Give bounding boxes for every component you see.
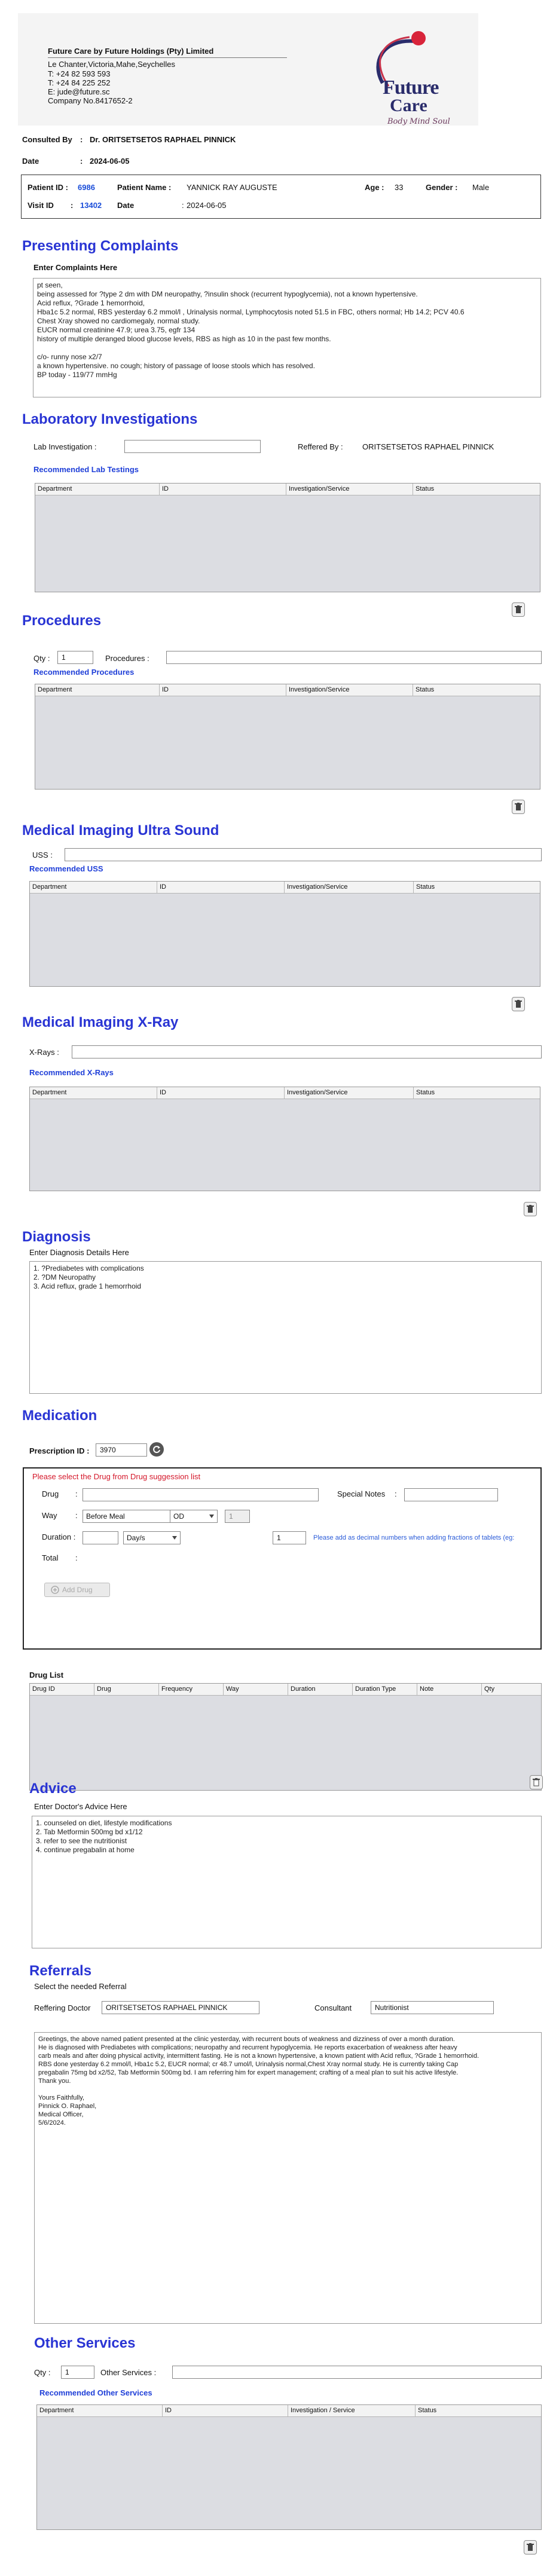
procedures-title: Procedures	[22, 613, 102, 629]
xray-input[interactable]	[72, 1045, 542, 1058]
consultant-label: Consultant	[314, 2003, 352, 2012]
other-services-input[interactable]	[172, 2366, 542, 2379]
visit-date-value: 2024-06-05	[187, 201, 227, 210]
drug-select-hint: Please select the Drug from Drug suggession list	[32, 1472, 201, 1481]
lab-delete-button[interactable]	[512, 602, 525, 617]
trash-icon	[527, 2543, 534, 2551]
prescription-id-label: Prescription ID :	[29, 1446, 90, 1455]
gender-label: Gender :	[426, 183, 458, 192]
tablet-count-input[interactable]: 1	[273, 1531, 306, 1544]
col-status: Status	[418, 2407, 437, 2414]
col-department: Department	[35, 484, 160, 495]
other-services-title: Other Services	[34, 2335, 136, 2351]
duration-unit-select[interactable]: Day/s	[123, 1531, 181, 1544]
col-id: ID	[160, 484, 286, 495]
other-qty-input[interactable]: 1	[61, 2366, 94, 2379]
col-investigation: Investigation/Service	[286, 684, 413, 696]
col-frequency: Frequency	[159, 1684, 224, 1695]
complaints-textarea[interactable]: pt seen, being assessed for ?type 2 dm with DM neuropathy, ?insulin shock (recurrent hypoglycemia), not a known hypertensive. Acid reflux, ?Grade 1 hemorrhoid, Hba1c 5.2 normal, RBS yesterday 6.2 mmol/l , Urinalysis normal, Lymphocytosis noted 51.5 in FBC, others normal; Hb 14.2; PCV 40.6 Chest Xray showed no cardiomegaly, normal study. EUCR normal creatinine 47.9; urea 3.75, egfr 134 history of multiple deranged blood glucose levels, RBS as high as 10 in the past few months. c/o- runny nose x2/7 a known hypertensive. no cough; history of passage of loose stools which has resolved. BP today - 119/77 mmHg	[33, 278, 541, 397]
col-department: Department	[30, 1087, 157, 1099]
consulted-by-label: Consulted By	[22, 135, 72, 144]
procedures-delete-button[interactable]	[512, 800, 525, 814]
special-notes-label: Special Notes	[337, 1489, 386, 1498]
visit-date-label: Date	[117, 201, 135, 210]
medication-title: Medication	[22, 1408, 97, 1424]
col-qty: Qty	[484, 1685, 495, 1693]
col-investigation: Investigation/Service	[285, 1087, 414, 1099]
clinic-phone-2: T: +24 84 225 252	[48, 78, 111, 87]
uss-label: USS :	[32, 850, 53, 859]
recommended-procedures-label: Recommended Procedures	[33, 668, 135, 677]
referrals-subtitle: Select the needed Referral	[34, 1982, 127, 1991]
diagnosis-subtitle: Enter Diagnosis Details Here	[29, 1248, 129, 1257]
visit-id-link[interactable]: 13402	[80, 201, 102, 210]
patient-id-link[interactable]: 6986	[78, 183, 95, 192]
way-label: Way	[42, 1511, 57, 1520]
other-services-delete-button[interactable]	[524, 2540, 537, 2554]
chevron-down-icon	[209, 1515, 214, 1518]
duration-input[interactable]	[83, 1531, 118, 1544]
logo-word-future: Future	[383, 77, 439, 99]
uss-title: Medical Imaging Ultra Sound	[22, 822, 219, 839]
xray-grid	[29, 1087, 540, 1191]
col-status: Status	[416, 485, 435, 492]
col-department: Department	[37, 2405, 163, 2416]
uss-input[interactable]	[65, 848, 542, 861]
date-value: 2024-06-05	[90, 157, 130, 166]
header-divider	[48, 57, 287, 58]
col-status: Status	[416, 1089, 435, 1096]
advice-textarea[interactable]: 1. counseled on diet, lifestyle modifications 2. Tab Metformin 500mg bd x1/12 3. refer to see the nutritionist 4. continue pregabalin at home	[32, 1816, 542, 1948]
trash-icon	[515, 803, 522, 811]
clinic-company-no: Company No.8417652-2	[48, 96, 133, 105]
col-id: ID	[157, 882, 285, 893]
frequency-select[interactable]: OD	[170, 1510, 218, 1523]
patient-info-box	[21, 175, 541, 219]
col-investigation: Investigation / Service	[288, 2405, 416, 2416]
decimal-hint: Please add as decimal numbers when adding fractions of tablets (eg:	[313, 1534, 515, 1541]
way-select[interactable]: Before Meal	[83, 1510, 183, 1523]
age-label: Age :	[365, 183, 384, 192]
procedures-input[interactable]	[166, 651, 542, 664]
recommended-other-services-label: Recommended Other Services	[39, 2388, 152, 2397]
referrals-title: Referrals	[29, 1963, 92, 1979]
uss-grid	[29, 881, 540, 987]
xray-label: X-Rays :	[29, 1048, 59, 1057]
drug-label: Drug	[42, 1489, 59, 1498]
lab-title: Laboratory Investigations	[22, 411, 198, 427]
consultant-input[interactable]: Nutritionist	[371, 2001, 494, 2014]
col-drug-id: Drug ID	[30, 1684, 94, 1695]
logo-tagline: Body Mind Soul	[387, 117, 450, 126]
procedures-qty-label: Qty :	[33, 654, 50, 663]
procedures-label: Procedures :	[105, 654, 149, 663]
add-drug-button[interactable]: Add Drug	[44, 1583, 110, 1597]
other-services-grid	[36, 2404, 542, 2530]
col-status: Status	[416, 883, 435, 891]
special-notes-input[interactable]	[404, 1488, 498, 1501]
complaints-subtitle: Enter Complaints Here	[33, 263, 118, 272]
col-id: ID	[157, 1087, 285, 1099]
recommended-lab-label: Recommended Lab Testings	[33, 465, 139, 474]
referred-by-value: ORITSETSETOS RAPHAEL PINNICK	[362, 442, 494, 451]
drug-list-title: Drug List	[29, 1671, 64, 1679]
drug-list-grid	[29, 1683, 542, 1791]
trash-icon	[527, 1205, 534, 1213]
recommended-uss-label: Recommended USS	[29, 864, 103, 873]
diagnosis-title: Diagnosis	[22, 1229, 91, 1245]
other-qty-label: Qty :	[34, 2368, 51, 2377]
patient-name-value: YANNICK RAY AUGUSTE	[187, 183, 277, 192]
procedures-qty-input[interactable]: 1	[57, 651, 93, 664]
duration-label: Duration :	[42, 1532, 76, 1541]
patient-name-label: Patient Name :	[117, 183, 172, 192]
col-drug: Drug	[94, 1684, 159, 1695]
uss-delete-button[interactable]	[512, 997, 525, 1011]
patient-id-label: Patient ID :	[28, 183, 68, 192]
visit-id-label: Visit ID	[28, 201, 54, 210]
col-duration-type: Duration Type	[353, 1684, 417, 1695]
recommended-xray-label: Recommended X-Rays	[29, 1068, 114, 1077]
col-investigation: Investigation/Service	[286, 484, 413, 495]
referring-doctor-label: Reffering Doctor	[34, 2003, 91, 2012]
age-value: 33	[395, 183, 404, 192]
prescription-id-input[interactable]: 3970	[96, 1443, 147, 1457]
drug-input[interactable]	[83, 1488, 319, 1501]
advice-title: Advice	[29, 1780, 77, 1797]
refresh-icon	[152, 1445, 161, 1454]
referring-doctor-input[interactable]: ORITSETSETOS RAPHAEL PINNICK	[102, 2001, 259, 2014]
complaints-title: Presenting Complaints	[22, 238, 179, 254]
clinic-address: Le Chanter,Victoria,Mahe,Seychelles	[48, 60, 175, 69]
lab-investigation-input[interactable]	[124, 440, 261, 453]
advice-subtitle: Enter Doctor's Advice Here	[34, 1802, 127, 1811]
col-department: Department	[35, 684, 160, 696]
logo-word-care: Care	[390, 96, 427, 115]
trash-icon	[515, 1000, 522, 1008]
xray-delete-button[interactable]	[524, 1202, 537, 1216]
procedures-grid	[35, 684, 540, 790]
clinic-name: Future Care by Future Holdings (Pty) Limited	[48, 47, 214, 56]
col-way: Way	[224, 1684, 288, 1695]
plus-circle-icon	[51, 1586, 59, 1594]
col-id: ID	[163, 2405, 288, 2416]
referred-by-label: Reffered By :	[298, 442, 343, 451]
clinic-phone-1: T: +24 82 593 593	[48, 69, 111, 78]
lab-grid	[35, 483, 540, 592]
diagnosis-textarea[interactable]: 1. ?Prediabetes with complications 2. ?DM Neuropathy 3. Acid reflux, grade 1 hemorrhoid	[29, 1261, 542, 1394]
col-note: Note	[417, 1684, 482, 1695]
gender-value: Male	[472, 183, 490, 192]
col-investigation: Investigation/Service	[285, 882, 414, 893]
clinic-email: E: jude@future.sc	[48, 87, 110, 96]
col-duration: Duration	[288, 1684, 353, 1695]
trash-icon	[515, 605, 522, 614]
total-label: Total	[42, 1553, 59, 1562]
trash-icon	[533, 1778, 540, 1786]
xray-title: Medical Imaging X-Ray	[22, 1014, 179, 1030]
advice-delete-button[interactable]	[530, 1775, 543, 1789]
col-id: ID	[160, 684, 286, 696]
col-department: Department	[30, 882, 157, 893]
other-services-label: Other Services :	[100, 2368, 157, 2377]
col-status: Status	[416, 686, 435, 693]
referral-letter-textarea[interactable]: Greetings, the above named patient presented at the clinic yesterday, with recurrent bouts of weakness and dizziness of over a month duration. He is diagnosed with Prediabetes with complications; neuropathy and recurrent hypoglycemia. He reports exacerbation of weakness after heavy carb meals and after doing physical activity, intermittent fasting. He is not a known hypertensive, a known patient with Acid reflux, ?Grade 1 hemorrhoid. RBS done yesterday 6.2 mmol/l, Hba1c 5.2, EUCR normal; cr 48.7 umol/l, Urinalysis normal,Chest Xray normal study. He is currently taking Cap pregabalin 75mg bd x2/52, Tab Metformin 500mg bd. I am referring him for expert management; crafting of a meal plan to suit his active lifestyle. Thank you. Yours Faithfully, Pinnick O. Raphael, Medical Officer, 5/6/2024.	[34, 2032, 542, 2324]
refresh-button[interactable]	[149, 1442, 164, 1457]
chevron-down-icon	[172, 1536, 177, 1540]
frequency-count: 1	[225, 1510, 250, 1523]
date-label: Date	[22, 157, 39, 166]
lab-investigation-label: Lab Investigation :	[33, 442, 97, 451]
consulted-by-value: Dr. ORITSETSETOS RAPHAEL PINNICK	[90, 135, 236, 144]
